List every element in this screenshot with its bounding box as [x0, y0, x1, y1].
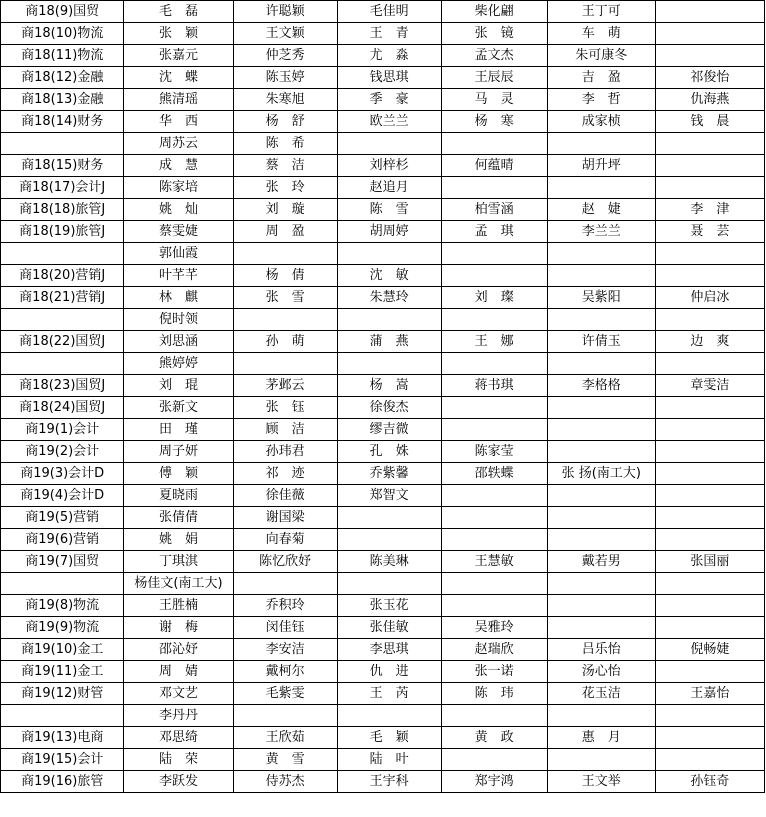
name-cell: 顾 洁	[233, 419, 337, 441]
table-row	[1, 463, 765, 485]
name-cell: 陈家莹	[441, 441, 547, 463]
name-cell	[655, 155, 764, 177]
name-cell	[655, 573, 764, 595]
name-cell: 仇海燕	[655, 89, 764, 111]
name-cell: 柴化翩	[441, 1, 547, 23]
table-row	[1, 45, 765, 67]
name-cell	[233, 309, 337, 331]
name-cell	[441, 265, 547, 287]
name-cell: 王 青	[337, 23, 441, 45]
table-row	[1, 507, 765, 529]
name-cell	[233, 705, 337, 727]
name-cell: 向春菊	[233, 529, 337, 551]
name-cell	[655, 463, 764, 485]
name-cell	[441, 529, 547, 551]
class-cell: 商19(12)财管	[1, 683, 124, 705]
class-cell	[1, 309, 124, 331]
name-cell: 何蕴晴	[441, 155, 547, 177]
name-cell: 徐佳薇	[233, 485, 337, 507]
name-cell	[655, 265, 764, 287]
name-cell: 陈美琳	[337, 551, 441, 573]
name-cell: 汤心怡	[547, 661, 655, 683]
name-cell: 茅邺云	[233, 375, 337, 397]
name-cell	[337, 133, 441, 155]
name-cell: 毛 颖	[337, 727, 441, 749]
class-cell: 商18(13)金融	[1, 89, 124, 111]
name-cell	[441, 507, 547, 529]
name-cell: 成家桢	[547, 111, 655, 133]
name-cell: 吉 盈	[547, 67, 655, 89]
name-cell	[547, 749, 655, 771]
name-cell: 谢 梅	[124, 617, 233, 639]
name-cell: 胡升坪	[547, 155, 655, 177]
name-cell	[655, 23, 764, 45]
name-cell	[655, 529, 764, 551]
name-cell	[547, 133, 655, 155]
name-cell	[655, 419, 764, 441]
name-cell: 张佳敏	[337, 617, 441, 639]
class-cell: 商19(7)国贸	[1, 551, 124, 573]
name-cell: 朱寒旭	[233, 89, 337, 111]
name-cell: 刘 璇	[233, 199, 337, 221]
class-cell: 商19(9)物流	[1, 617, 124, 639]
name-cell: 乔积玲	[233, 595, 337, 617]
class-cell: 商18(14)财务	[1, 111, 124, 133]
name-cell: 花玉洁	[547, 683, 655, 705]
name-cell: 刘 璨	[441, 287, 547, 309]
name-cell: 郭仙霞	[124, 243, 233, 265]
table-row	[1, 331, 765, 353]
name-cell: 王嘉怡	[655, 683, 764, 705]
table-row	[1, 551, 765, 573]
name-cell	[547, 485, 655, 507]
name-cell	[547, 243, 655, 265]
name-cell: 王 芮	[337, 683, 441, 705]
name-cell: 杨 嵩	[337, 375, 441, 397]
name-cell: 李 津	[655, 199, 764, 221]
name-cell: 张玉花	[337, 595, 441, 617]
name-cell: 赵追月	[337, 177, 441, 199]
table-row	[1, 221, 765, 243]
table-row	[1, 111, 765, 133]
name-cell	[547, 309, 655, 331]
table-row	[1, 177, 765, 199]
name-cell: 杨 寒	[441, 111, 547, 133]
class-cell: 商19(10)金工	[1, 639, 124, 661]
name-cell	[547, 595, 655, 617]
name-cell: 杨 舒	[233, 111, 337, 133]
name-cell: 吴紫阳	[547, 287, 655, 309]
name-cell	[441, 353, 547, 375]
name-cell	[441, 133, 547, 155]
name-cell: 王文颖	[233, 23, 337, 45]
name-cell: 祁俊怡	[655, 67, 764, 89]
name-cell: 李 哲	[547, 89, 655, 111]
name-cell	[655, 133, 764, 155]
name-cell: 许倩玉	[547, 331, 655, 353]
class-cell: 商19(1)会计	[1, 419, 124, 441]
name-cell: 叶芊芊	[124, 265, 233, 287]
name-cell: 毛紫雯	[233, 683, 337, 705]
name-cell	[441, 573, 547, 595]
name-cell: 王 娜	[441, 331, 547, 353]
table-row	[1, 639, 765, 661]
name-cell: 李丹丹	[124, 705, 233, 727]
name-cell	[547, 529, 655, 551]
name-cell: 祁 迹	[233, 463, 337, 485]
class-cell	[1, 133, 124, 155]
name-cell: 马 灵	[441, 89, 547, 111]
class-cell: 商18(18)旅管J	[1, 199, 124, 221]
name-cell: 朱慧玲	[337, 287, 441, 309]
table-row	[1, 1, 765, 23]
table-row	[1, 485, 765, 507]
name-cell: 李兰兰	[547, 221, 655, 243]
name-cell: 张嘉元	[124, 45, 233, 67]
table-row	[1, 155, 765, 177]
name-cell: 刘思涵	[124, 331, 233, 353]
name-cell	[655, 177, 764, 199]
class-cell	[1, 573, 124, 595]
class-cell: 商19(16)旅管	[1, 771, 124, 793]
class-cell: 商19(2)会计	[1, 441, 124, 463]
name-cell: 田 瑾	[124, 419, 233, 441]
name-cell: 缪吉微	[337, 419, 441, 441]
name-cell: 柏雪涵	[441, 199, 547, 221]
name-cell: 陆 叶	[337, 749, 441, 771]
class-cell: 商18(23)国贸J	[1, 375, 124, 397]
table-row	[1, 265, 765, 287]
name-cell: 陈玉婷	[233, 67, 337, 89]
class-cell: 商18(11)物流	[1, 45, 124, 67]
name-cell: 惠 月	[547, 727, 655, 749]
name-cell: 张新文	[124, 397, 233, 419]
name-cell: 郑宇鸿	[441, 771, 547, 793]
name-cell	[655, 243, 764, 265]
name-cell	[337, 309, 441, 331]
name-cell: 仲启冰	[655, 287, 764, 309]
name-cell: 刘梓杉	[337, 155, 441, 177]
class-cell: 商19(8)物流	[1, 595, 124, 617]
name-cell	[547, 705, 655, 727]
name-cell: 侍苏杰	[233, 771, 337, 793]
name-cell: 钱思琪	[337, 67, 441, 89]
class-cell: 商18(24)国贸J	[1, 397, 124, 419]
table-row	[1, 67, 765, 89]
name-cell: 张 颖	[124, 23, 233, 45]
name-cell: 邵沁妤	[124, 639, 233, 661]
name-cell: 孔 姝	[337, 441, 441, 463]
name-cell: 周 婧	[124, 661, 233, 683]
name-cell: 郑智文	[337, 485, 441, 507]
name-cell: 张 镜	[441, 23, 547, 45]
table-row	[1, 89, 765, 111]
name-cell: 张 雪	[233, 287, 337, 309]
class-cell	[1, 353, 124, 375]
name-cell	[655, 507, 764, 529]
table-row	[1, 375, 765, 397]
table-row	[1, 661, 765, 683]
name-cell	[547, 397, 655, 419]
name-cell: 孙钰奇	[655, 771, 764, 793]
name-cell: 黄 政	[441, 727, 547, 749]
name-cell: 杨 倩	[233, 265, 337, 287]
name-cell: 王慧敏	[441, 551, 547, 573]
name-cell: 李安洁	[233, 639, 337, 661]
name-cell	[547, 177, 655, 199]
name-cell	[441, 243, 547, 265]
table-row	[1, 573, 765, 595]
name-cell: 黄 雪	[233, 749, 337, 771]
name-cell	[441, 309, 547, 331]
table-row	[1, 397, 765, 419]
name-cell	[547, 265, 655, 287]
name-cell	[441, 419, 547, 441]
name-cell	[655, 595, 764, 617]
name-cell: 尤 淼	[337, 45, 441, 67]
name-cell: 陈 希	[233, 133, 337, 155]
name-cell: 周 盈	[233, 221, 337, 243]
name-cell: 王丁可	[547, 1, 655, 23]
name-cell: 朱可康冬	[547, 45, 655, 67]
name-cell: 沈 蝶	[124, 67, 233, 89]
name-cell: 孟 琪	[441, 221, 547, 243]
name-cell	[655, 441, 764, 463]
table-row	[1, 419, 765, 441]
name-cell: 蒋书琪	[441, 375, 547, 397]
name-cell: 张 玲	[233, 177, 337, 199]
table-row	[1, 23, 765, 45]
table-row	[1, 727, 765, 749]
class-cell	[1, 243, 124, 265]
name-cell	[441, 177, 547, 199]
name-cell: 丁琪淇	[124, 551, 233, 573]
name-cell	[655, 353, 764, 375]
table-row	[1, 309, 765, 331]
class-cell: 商19(15)会计	[1, 749, 124, 771]
name-cell: 王文举	[547, 771, 655, 793]
table-row	[1, 617, 765, 639]
name-cell: 陈家培	[124, 177, 233, 199]
name-cell	[547, 617, 655, 639]
name-cell: 乔紫馨	[337, 463, 441, 485]
name-cell	[655, 485, 764, 507]
class-cell: 商19(4)会计D	[1, 485, 124, 507]
name-cell: 孟文杰	[441, 45, 547, 67]
class-cell	[1, 705, 124, 727]
table-row	[1, 199, 765, 221]
name-cell	[233, 243, 337, 265]
name-cell	[233, 353, 337, 375]
name-cell: 傅 颖	[124, 463, 233, 485]
name-cell: 蔡 洁	[233, 155, 337, 177]
name-cell	[337, 507, 441, 529]
name-cell: 章雯洁	[655, 375, 764, 397]
name-cell: 陈 雪	[337, 199, 441, 221]
name-cell: 王辰辰	[441, 67, 547, 89]
name-cell: 赵 婕	[547, 199, 655, 221]
name-cell: 邓文艺	[124, 683, 233, 705]
name-cell: 倪时领	[124, 309, 233, 331]
name-cell	[547, 441, 655, 463]
name-cell: 边 爽	[655, 331, 764, 353]
name-cell	[547, 419, 655, 441]
name-cell: 蔡雯婕	[124, 221, 233, 243]
class-cell: 商19(11)金工	[1, 661, 124, 683]
table-row	[1, 441, 765, 463]
name-cell: 徐俊杰	[337, 397, 441, 419]
name-cell	[655, 749, 764, 771]
roster-body	[1, 1, 765, 793]
name-cell: 姚 灿	[124, 199, 233, 221]
class-cell: 商18(10)物流	[1, 23, 124, 45]
name-cell: 戴柯尔	[233, 661, 337, 683]
name-cell: 谢国梁	[233, 507, 337, 529]
name-cell	[337, 243, 441, 265]
name-cell	[547, 507, 655, 529]
name-cell: 张倩倩	[124, 507, 233, 529]
class-cell: 商19(6)营销	[1, 529, 124, 551]
table-row	[1, 595, 765, 617]
name-cell: 欧兰兰	[337, 111, 441, 133]
name-cell: 李思琪	[337, 639, 441, 661]
class-cell: 商19(5)营销	[1, 507, 124, 529]
name-cell: 李跃发	[124, 771, 233, 793]
name-cell	[655, 727, 764, 749]
name-cell	[655, 617, 764, 639]
name-cell: 熊婷婷	[124, 353, 233, 375]
name-cell	[441, 397, 547, 419]
table-row	[1, 133, 765, 155]
table-row	[1, 683, 765, 705]
name-cell: 许聪颖	[233, 1, 337, 23]
name-cell	[655, 45, 764, 67]
name-cell	[655, 309, 764, 331]
class-cell: 商18(15)财务	[1, 155, 124, 177]
name-cell: 仇 进	[337, 661, 441, 683]
name-cell	[655, 397, 764, 419]
name-cell: 邵轶蝶	[441, 463, 547, 485]
name-cell: 周子妍	[124, 441, 233, 463]
name-cell: 张 钰	[233, 397, 337, 419]
class-cell: 商19(13)电商	[1, 727, 124, 749]
name-cell: 陈忆欣妤	[233, 551, 337, 573]
name-cell: 毛佳明	[337, 1, 441, 23]
name-cell: 孙 萌	[233, 331, 337, 353]
table-row	[1, 705, 765, 727]
name-cell: 张一诺	[441, 661, 547, 683]
name-cell: 杨佳文(南工大)	[124, 573, 233, 595]
class-cell: 商18(17)会计J	[1, 177, 124, 199]
name-cell: 李格格	[547, 375, 655, 397]
name-cell: 胡周婷	[337, 221, 441, 243]
name-cell: 季 豪	[337, 89, 441, 111]
class-cell: 商18(12)金融	[1, 67, 124, 89]
name-cell: 陈 玮	[441, 683, 547, 705]
name-cell	[441, 485, 547, 507]
name-cell: 吴雅玲	[441, 617, 547, 639]
name-cell: 邓思绮	[124, 727, 233, 749]
name-cell	[233, 573, 337, 595]
name-cell	[441, 749, 547, 771]
name-cell	[655, 705, 764, 727]
name-cell	[441, 705, 547, 727]
name-cell: 车 萌	[547, 23, 655, 45]
name-cell: 王欣茹	[233, 727, 337, 749]
name-cell	[547, 573, 655, 595]
name-cell: 聂 芸	[655, 221, 764, 243]
name-cell	[547, 353, 655, 375]
name-cell: 戴若男	[547, 551, 655, 573]
name-cell	[337, 529, 441, 551]
name-cell	[655, 1, 764, 23]
name-cell: 张国丽	[655, 551, 764, 573]
name-cell: 姚 娟	[124, 529, 233, 551]
class-cell: 商18(20)营销J	[1, 265, 124, 287]
name-cell: 王宇科	[337, 771, 441, 793]
name-cell	[337, 705, 441, 727]
name-cell: 蒲 燕	[337, 331, 441, 353]
class-cell: 商18(19)旅管J	[1, 221, 124, 243]
table-row	[1, 243, 765, 265]
name-cell	[337, 353, 441, 375]
table-row	[1, 771, 765, 793]
name-cell: 倪畅婕	[655, 639, 764, 661]
name-cell: 林 麒	[124, 287, 233, 309]
name-cell: 刘 琨	[124, 375, 233, 397]
name-cell	[441, 595, 547, 617]
name-cell: 闵佳钰	[233, 617, 337, 639]
name-cell: 熊清瑶	[124, 89, 233, 111]
class-cell: 商18(22)国贸J	[1, 331, 124, 353]
name-cell: 夏晓雨	[124, 485, 233, 507]
table-row	[1, 529, 765, 551]
name-cell: 孙玮君	[233, 441, 337, 463]
name-cell: 钱 晨	[655, 111, 764, 133]
class-cell: 商18(21)营销J	[1, 287, 124, 309]
name-cell: 张 扬(南工大)	[547, 463, 655, 485]
class-cell: 商18(9)国贸	[1, 1, 124, 23]
name-cell: 赵瑞欣	[441, 639, 547, 661]
class-cell: 商19(3)会计D	[1, 463, 124, 485]
name-cell: 华 西	[124, 111, 233, 133]
name-cell: 成 慧	[124, 155, 233, 177]
name-cell: 周苏云	[124, 133, 233, 155]
name-cell: 沈 敏	[337, 265, 441, 287]
table-row	[1, 749, 765, 771]
name-cell: 仲芝秀	[233, 45, 337, 67]
table-row	[1, 287, 765, 309]
name-cell	[337, 573, 441, 595]
table-row	[1, 353, 765, 375]
name-cell: 王胜楠	[124, 595, 233, 617]
name-cell: 毛 磊	[124, 1, 233, 23]
name-cell	[655, 661, 764, 683]
name-cell: 陆 荣	[124, 749, 233, 771]
name-cell: 吕乐怡	[547, 639, 655, 661]
